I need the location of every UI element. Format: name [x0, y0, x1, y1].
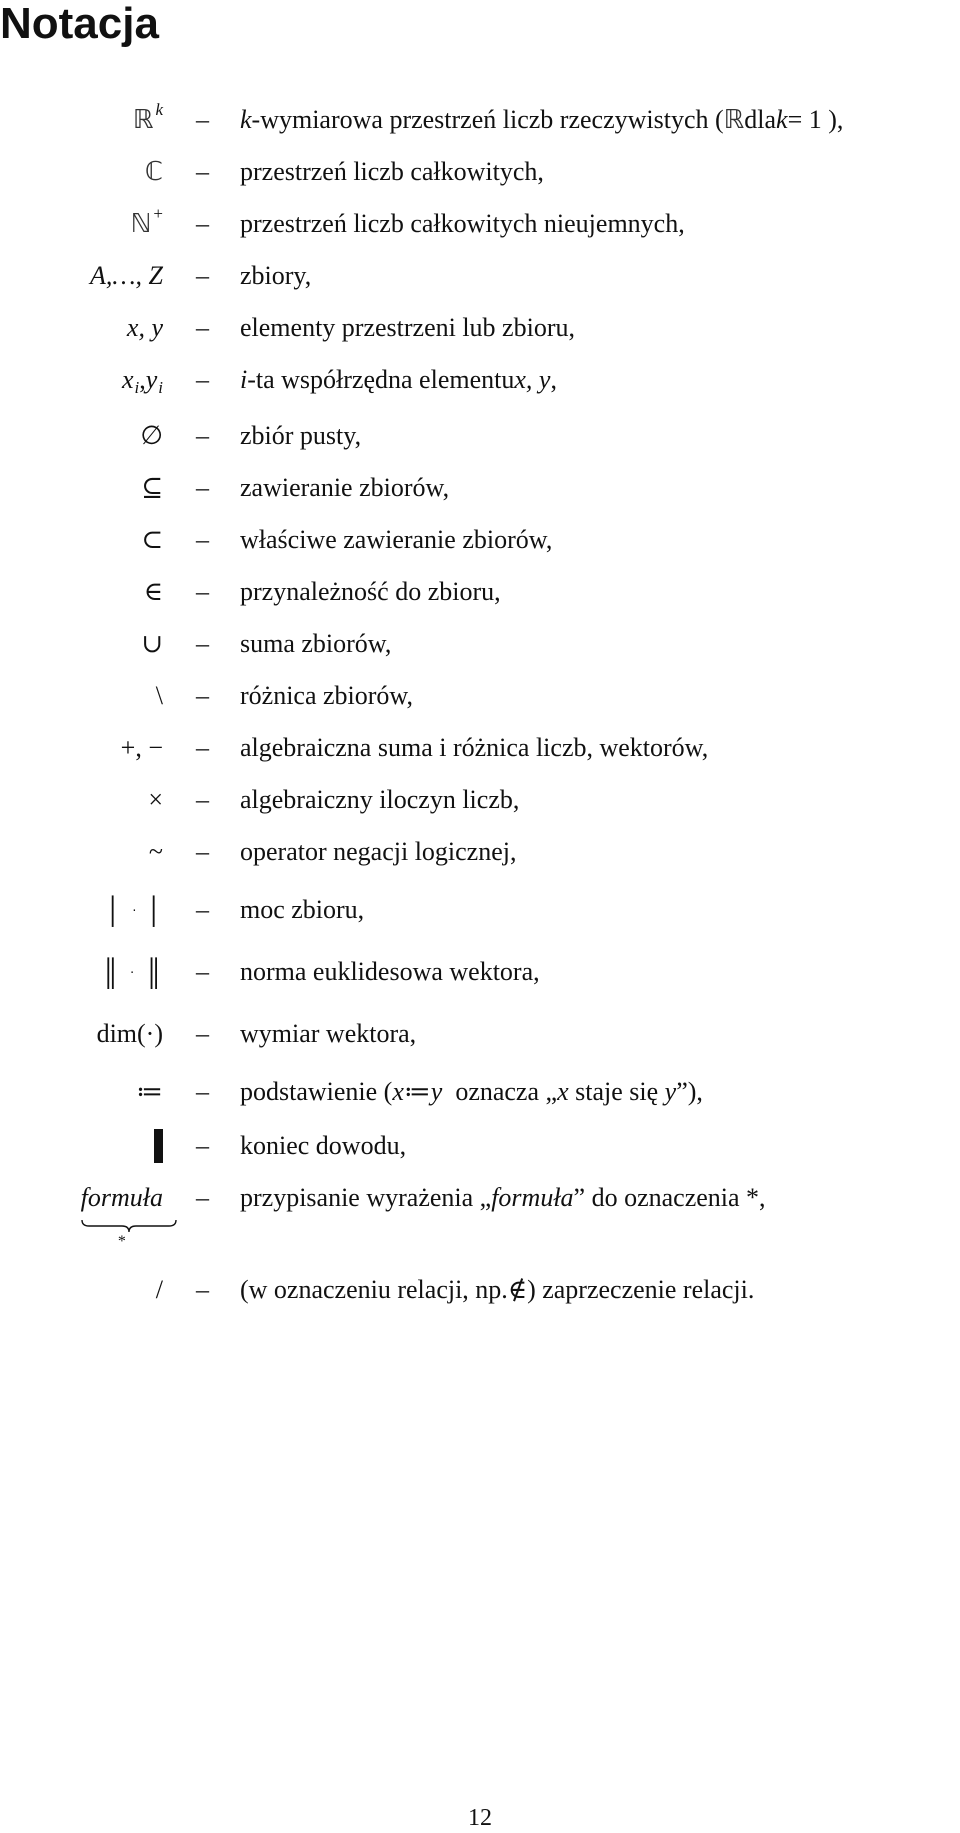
separator-dash: – [196, 421, 209, 450]
underbrace-icon [81, 1219, 177, 1233]
notation-row [0, 728, 960, 768]
notation-symbol: ∪ [141, 629, 163, 658]
separator-dash: – [196, 577, 209, 606]
separator-dash: – [196, 1019, 209, 1048]
separator-dash: – [196, 157, 209, 186]
symbol-superscript: k [155, 100, 163, 119]
separator-dash: – [196, 525, 209, 554]
notation-row [0, 572, 960, 612]
separator-dash: – [196, 785, 209, 814]
notation-symbol [154, 1126, 163, 1166]
notation-symbol [80, 1178, 163, 1250]
separator-dash: – [196, 895, 209, 924]
notation-row [0, 1126, 960, 1166]
notation-symbol: ℕ + [130, 204, 163, 239]
notation-description: elementy przestrzeni lub zbioru, [240, 313, 575, 342]
notation-symbol: ⊆ [141, 473, 163, 502]
notation-description: różnica zbiorów, [240, 681, 414, 710]
notation-row [0, 832, 960, 872]
notation-description: przestrzeń liczb całkowitych, [240, 157, 544, 186]
notation-symbol: x, y [126, 313, 163, 342]
notation-symbol: A,…, Z [90, 261, 163, 290]
notation-row [0, 308, 960, 348]
notation-symbol: +, − [120, 733, 163, 762]
notation-description: algebraiczna suma i różnica liczb, wektorów, [240, 733, 709, 762]
separator-dash: – [196, 1077, 209, 1106]
notation-description: podstawienie ( x ≔ y oznacza „ x staje się y ”), [240, 1077, 703, 1106]
notation-row [0, 1270, 960, 1310]
notation-description: moc zbioru, [240, 895, 365, 924]
notation-symbol: ∈ [143, 577, 163, 606]
separator-dash: – [196, 681, 209, 710]
separator-dash: – [196, 1275, 209, 1304]
notation-symbol: / [155, 1275, 163, 1304]
notation-symbol: dim(·) [96, 1019, 163, 1048]
underbrace-formula: formuła * [81, 1183, 163, 1213]
separator-dash: – [196, 837, 209, 866]
notation-symbol: ⊂ [141, 525, 163, 554]
notation-row [0, 468, 960, 508]
notation-row [0, 1072, 960, 1112]
notation-description: zbiór pusty, [240, 421, 362, 450]
notation-description: zawieranie zbiorów, [240, 473, 450, 502]
notation-row [0, 360, 960, 400]
notation-description: zbiory, [240, 261, 312, 290]
notation-symbol [133, 100, 163, 140]
notation-symbol: ∅ [140, 421, 163, 450]
separator-dash: – [196, 1183, 209, 1212]
notation-description: i -ta współrzędna elementu x, y , [240, 365, 557, 394]
notation-row [0, 204, 960, 244]
notation-description: koniec dowodu, [240, 1131, 407, 1160]
notation-row [0, 676, 960, 716]
page-title: Notacja [0, 0, 159, 48]
notation-description: norma euklidesowa wektora, [240, 957, 540, 986]
notation-description: przynależność do zbioru, [240, 577, 501, 606]
notation-symbol: ≔ [136, 1077, 163, 1106]
qed-box-icon [154, 1129, 163, 1163]
separator-dash: – [196, 629, 209, 658]
notation-symbol: ~ [148, 837, 163, 866]
notation-symbol: ║ · ║ [101, 957, 163, 988]
separator-dash: – [196, 957, 209, 986]
separator-dash: – [196, 209, 209, 238]
notation-row [0, 1014, 960, 1054]
notation-row [0, 780, 960, 820]
separator-dash: – [196, 473, 209, 502]
notation-description: k -wymiarowa przestrzeń liczb rzeczywistych ( ℝ dla k = 1 ), [240, 105, 844, 135]
notation-symbol: x i , y i [121, 365, 163, 397]
notation-description: przestrzeń liczb całkowitych nieujemnych, [240, 209, 685, 238]
separator-dash: – [196, 1131, 209, 1160]
page-number: 12 [468, 1805, 492, 1831]
notation-description: właściwe zawieranie zbiorów, [240, 525, 553, 554]
separator-dash: – [196, 733, 209, 762]
notation-row [0, 152, 960, 192]
separator-dash: – [196, 261, 209, 290]
notation-row [0, 1178, 960, 1250]
notation-row [0, 256, 960, 296]
notation-row [0, 100, 960, 140]
notation-description: suma zbiorów, [240, 629, 392, 658]
notation-symbol: ℂ [144, 157, 163, 187]
notation-row [0, 416, 960, 456]
notation-row [0, 624, 960, 664]
separator-dash: – [196, 365, 209, 394]
notation-symbol: × [148, 785, 163, 814]
notation-row [0, 520, 960, 560]
notation-row [0, 952, 960, 992]
separator-dash: – [196, 313, 209, 342]
notation-symbol: \ [155, 681, 163, 710]
notation-description: algebraiczny iloczyn liczb, [240, 785, 520, 814]
real-numbers-symbol: ℝ [132, 105, 154, 135]
separator-dash: – [196, 105, 209, 134]
notation-description: (w oznaczeniu relacji, np. ∉ ) zaprzeczenie relacji. [240, 1275, 755, 1304]
notation-description: przypisanie wyrażenia „ formuła ” do oznaczenia *, [240, 1183, 766, 1212]
notation-description: wymiar wektora, [240, 1019, 417, 1048]
notation-description: operator negacji logicznej, [240, 837, 517, 866]
notation-symbol: │ · │ [105, 895, 163, 926]
notation-row [0, 890, 960, 930]
